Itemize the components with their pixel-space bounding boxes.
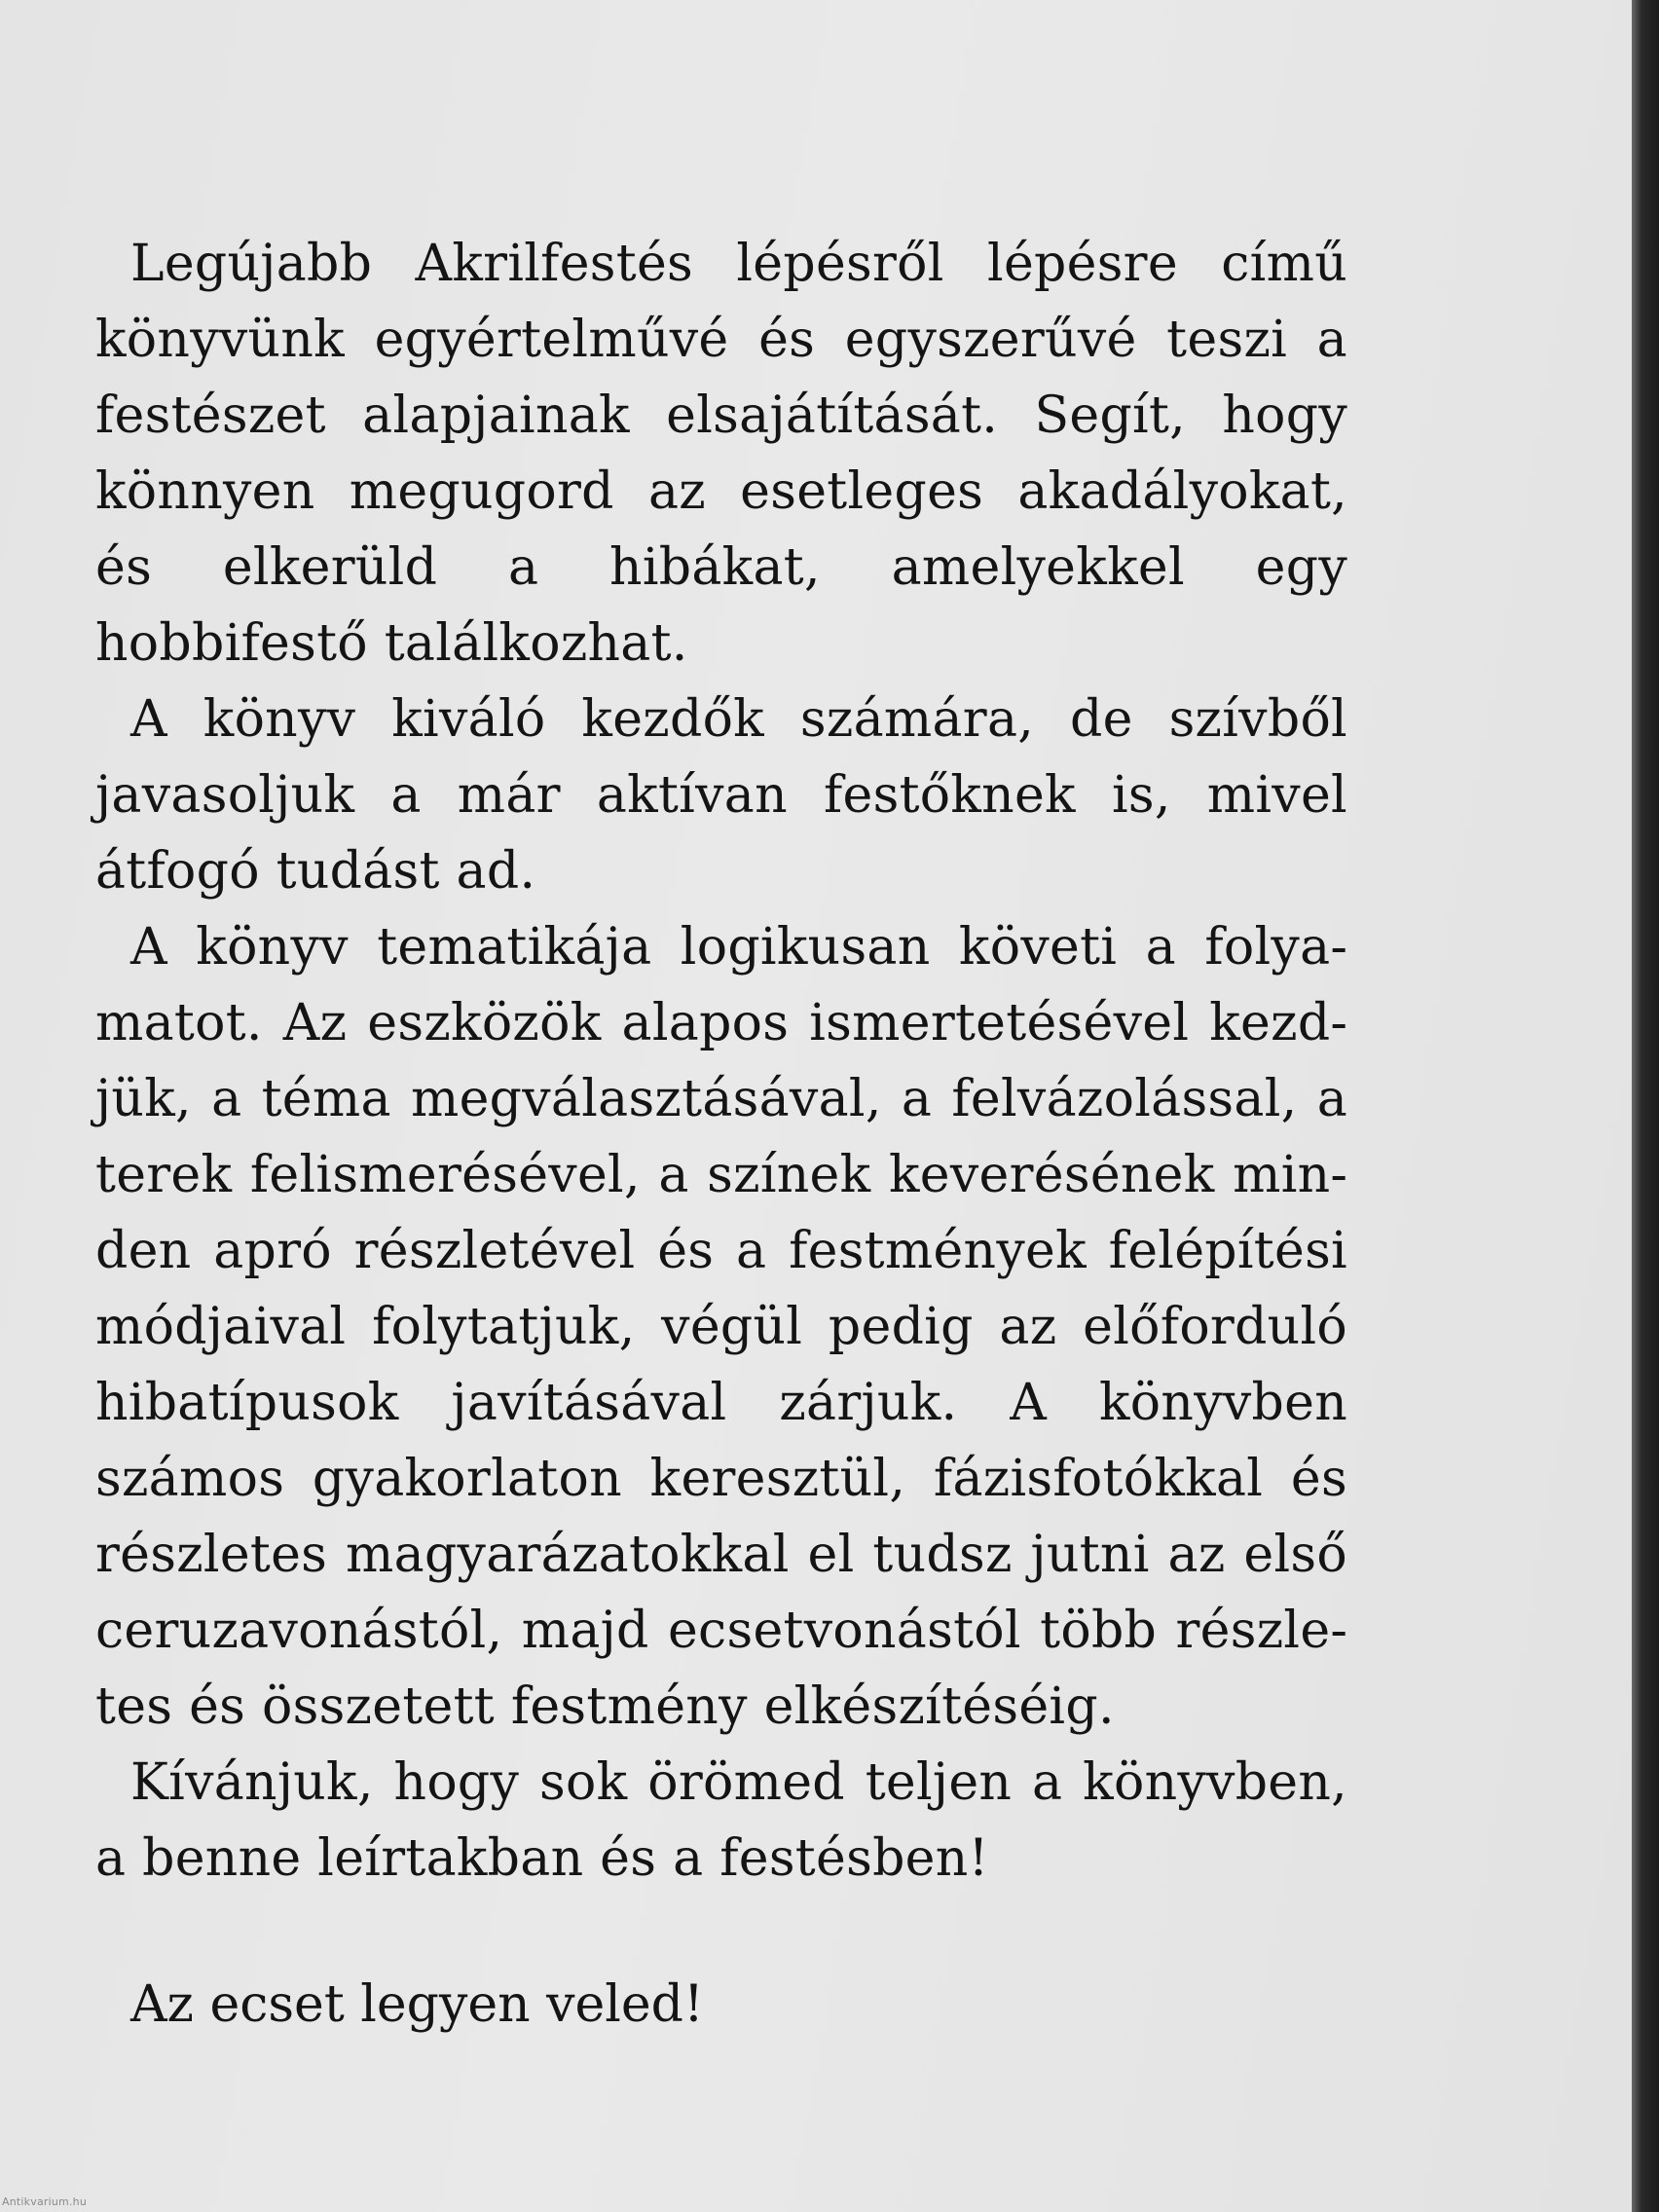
watermark: Antikvarium.hu <box>2 2195 87 2208</box>
page-edge-shadow <box>1632 0 1659 2212</box>
paragraph-wish: Kívánjuk, hogy sok örömed teljen a könyvben, a benne leírtakban és a festésben! <box>95 1753 1347 1888</box>
paragraph-audience: A könyv kiváló kezdők számára, de szívből javasoljuk a már aktívan festőknek is, mivel átfogó tudást ad. <box>95 690 1347 901</box>
closing-line: Az ecset legyen veled! <box>130 1975 704 2034</box>
paragraph-contents: A könyv tematikája logikusan követi a folyamatot. Az eszközök alapos ismertetésével kezdjük, a téma megválasztásával, a felvázolással, a terek felismerésével, a színek keverésének minden apró részletével és a festmények felépítési módjaival folytatjuk, végül pedig az előforduló hibatípusok javításával zárjuk. A könyvben számos gyakorlaton keresztül, fázisfotókkal és részletes magyarázatokkal el tudsz jutni az első ceruzavonástól, majd ecsetvonástól több részletes és összetett festmény elkészítéséig. <box>95 918 1347 1736</box>
body-text <box>95 226 1347 1897</box>
paragraph-intro: Legújabb Akrilfestés lépésről lépésre című könyvünk egyértelművé és egyszerűvé teszi a festészet alapjainak elsajátítását. Segít, hogy könnyen megugord az esetleges akadályokat, és elkerüld a hibákat, amelyekkel egy hobbifestő találkozhat. <box>95 235 1347 673</box>
